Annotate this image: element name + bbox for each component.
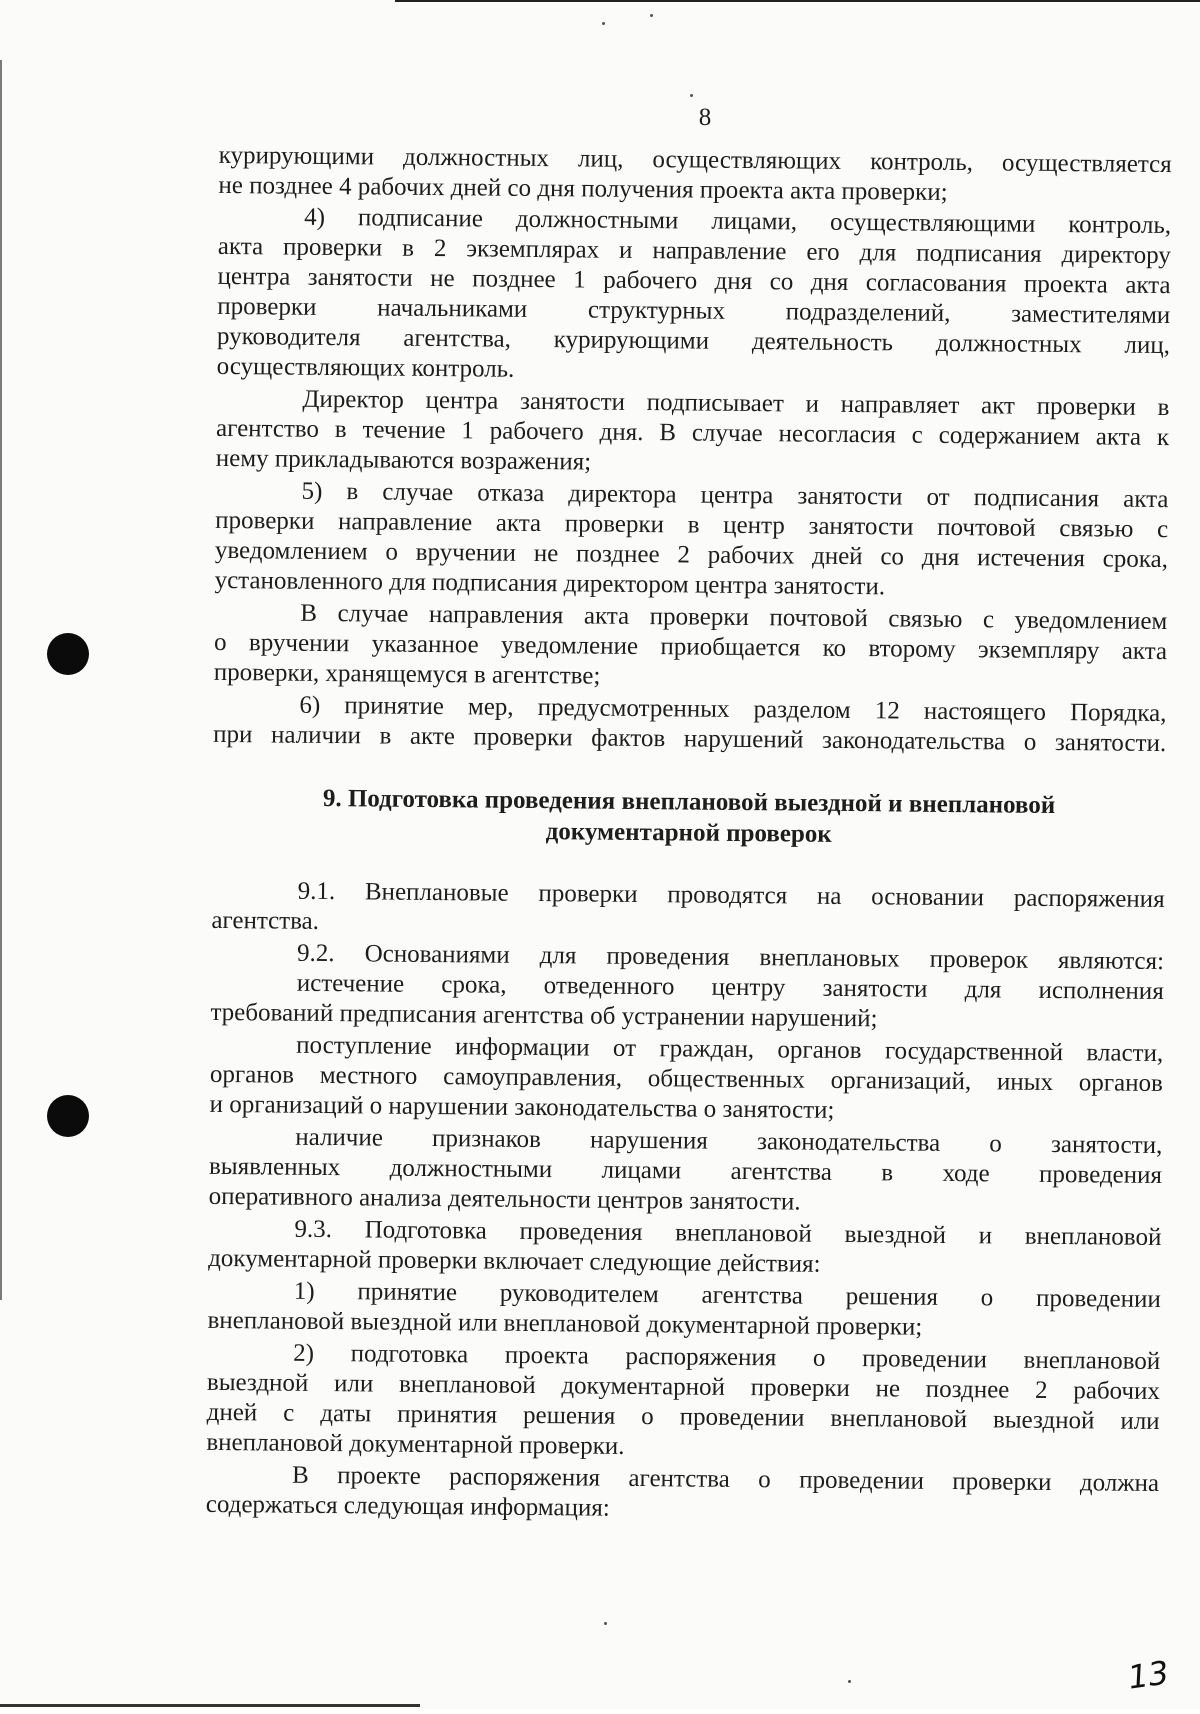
text-line: установленного для подписания директором центра занятости. — [214, 566, 886, 601]
text-line: и организаций о нарушении законодательства о занятости; — [209, 1090, 835, 1124]
text-line: оперативного анализа деятельности центров занятости. — [208, 1182, 801, 1216]
text-line: агентства. — [211, 906, 320, 935]
text-line: истечение срока, отведенного центру занятости для исполнения — [296, 969, 1164, 1006]
text-line: акта проверки в 2 экземплярах и направление его для подписания директору — [217, 232, 1171, 270]
page-number: 8 — [698, 104, 712, 131]
text-line: требований предписания агентства об устранении нарушений; — [210, 998, 878, 1033]
text-line: внеплановой выездной или внеплановой документарной проверки; — [207, 1306, 923, 1341]
text-line: руководителя агентства, курирующими деятельность должностных лиц, — [216, 322, 1171, 360]
text-line: проверки, хранящемуся в агентстве; — [213, 658, 601, 690]
text-line: 1) принятие руководителем агентства решения о проведении — [293, 1277, 1161, 1314]
text-line: агентство в течение 1 рабочего дня. В случае несогласия с содержанием акта к — [215, 414, 1170, 452]
text-line: выездной или внеплановой документарной проверки не позднее 2 рабочих — [206, 1368, 1161, 1406]
text-line: проверки направление акта проверки в центр занятости почтовой связью с — [215, 506, 1169, 544]
text-line: не позднее 4 рабочих дней со дня получения проекта акта проверки; — [218, 171, 948, 206]
section-heading-line: 9. Подготовка проведения внеплановой выездной и внеплановой — [322, 784, 1056, 819]
text-line: выявленных должностными лицами агентства в ходе проведения — [208, 1152, 1163, 1190]
text-line: 9.3. Подготовка проведения внеплановой выездной и внеплановой — [294, 1215, 1162, 1252]
text-line: при наличии в акте проверки фактов нарушений законодательства о занятости. — [213, 720, 1167, 758]
text-line: 9.2. Основаниями для проведения внеплановых проверок являются: — [296, 939, 1165, 976]
text-line: центра занятости не позднее 1 рабочего дня со дня согласования проекта акта — [217, 262, 1171, 300]
text-line: проверки начальниками структурных подразделений, заместителями — [217, 292, 1171, 330]
text-line: уведомлением о вручении не позднее 2 рабочих дней со дня истечения срока, — [214, 536, 1169, 574]
text-line: поступление информации от граждан, органов государственной власти, — [296, 1031, 1164, 1068]
text-line: 6) принятие мер, предусмотренных разделом 12 настоящего Порядка, — [299, 691, 1167, 728]
text-line: осуществляющих контроль. — [216, 352, 515, 383]
text-line: 5) в случае отказа директора центра занятости от подписания акта — [301, 477, 1169, 514]
text-line: наличие признаков нарушения законодательства о занятости, — [295, 1123, 1163, 1160]
text-line: документарной проверки включает следующие действия: — [208, 1244, 821, 1278]
section-heading-line: документарной проверок — [545, 818, 832, 848]
text-line: курирующими должностных лиц, осуществляющих контроль, осуществляется — [218, 141, 1172, 179]
text-line: о вручении указанное уведомление приобщается ко второму экземпляру акта — [213, 628, 1168, 666]
text-line: Директор центра занятости подписывает и направляет акт проверки в — [302, 385, 1170, 422]
text-line: органов местного самоуправления, общественных организаций, иных органов — [209, 1060, 1164, 1098]
text-line: 2) подготовка проекта распоряжения о проведении внеплановой — [293, 1339, 1161, 1376]
text-line: дней с даты принятия решения о проведении внеплановой выездной или — [206, 1398, 1160, 1436]
handwritten-folio-number: 13 — [1125, 1653, 1172, 1697]
text-line: В проекте распоряжения агентства о проведении проверки должна — [291, 1461, 1160, 1498]
text-line: нему прикладываются возражения; — [215, 444, 592, 476]
text-line: 4) подписание должностными лицами, осуществляющими контроль, — [304, 203, 1172, 240]
text-line: 9.1. Внеплановые проверки проводятся на основании распоряжения — [297, 877, 1165, 914]
text-line: внеплановой документарной проверки. — [206, 1428, 625, 1460]
text-line: содержаться следующая информация: — [205, 1490, 610, 1522]
text-line: В случае направления акта проверки почтовой связью с уведомлением — [300, 599, 1168, 636]
